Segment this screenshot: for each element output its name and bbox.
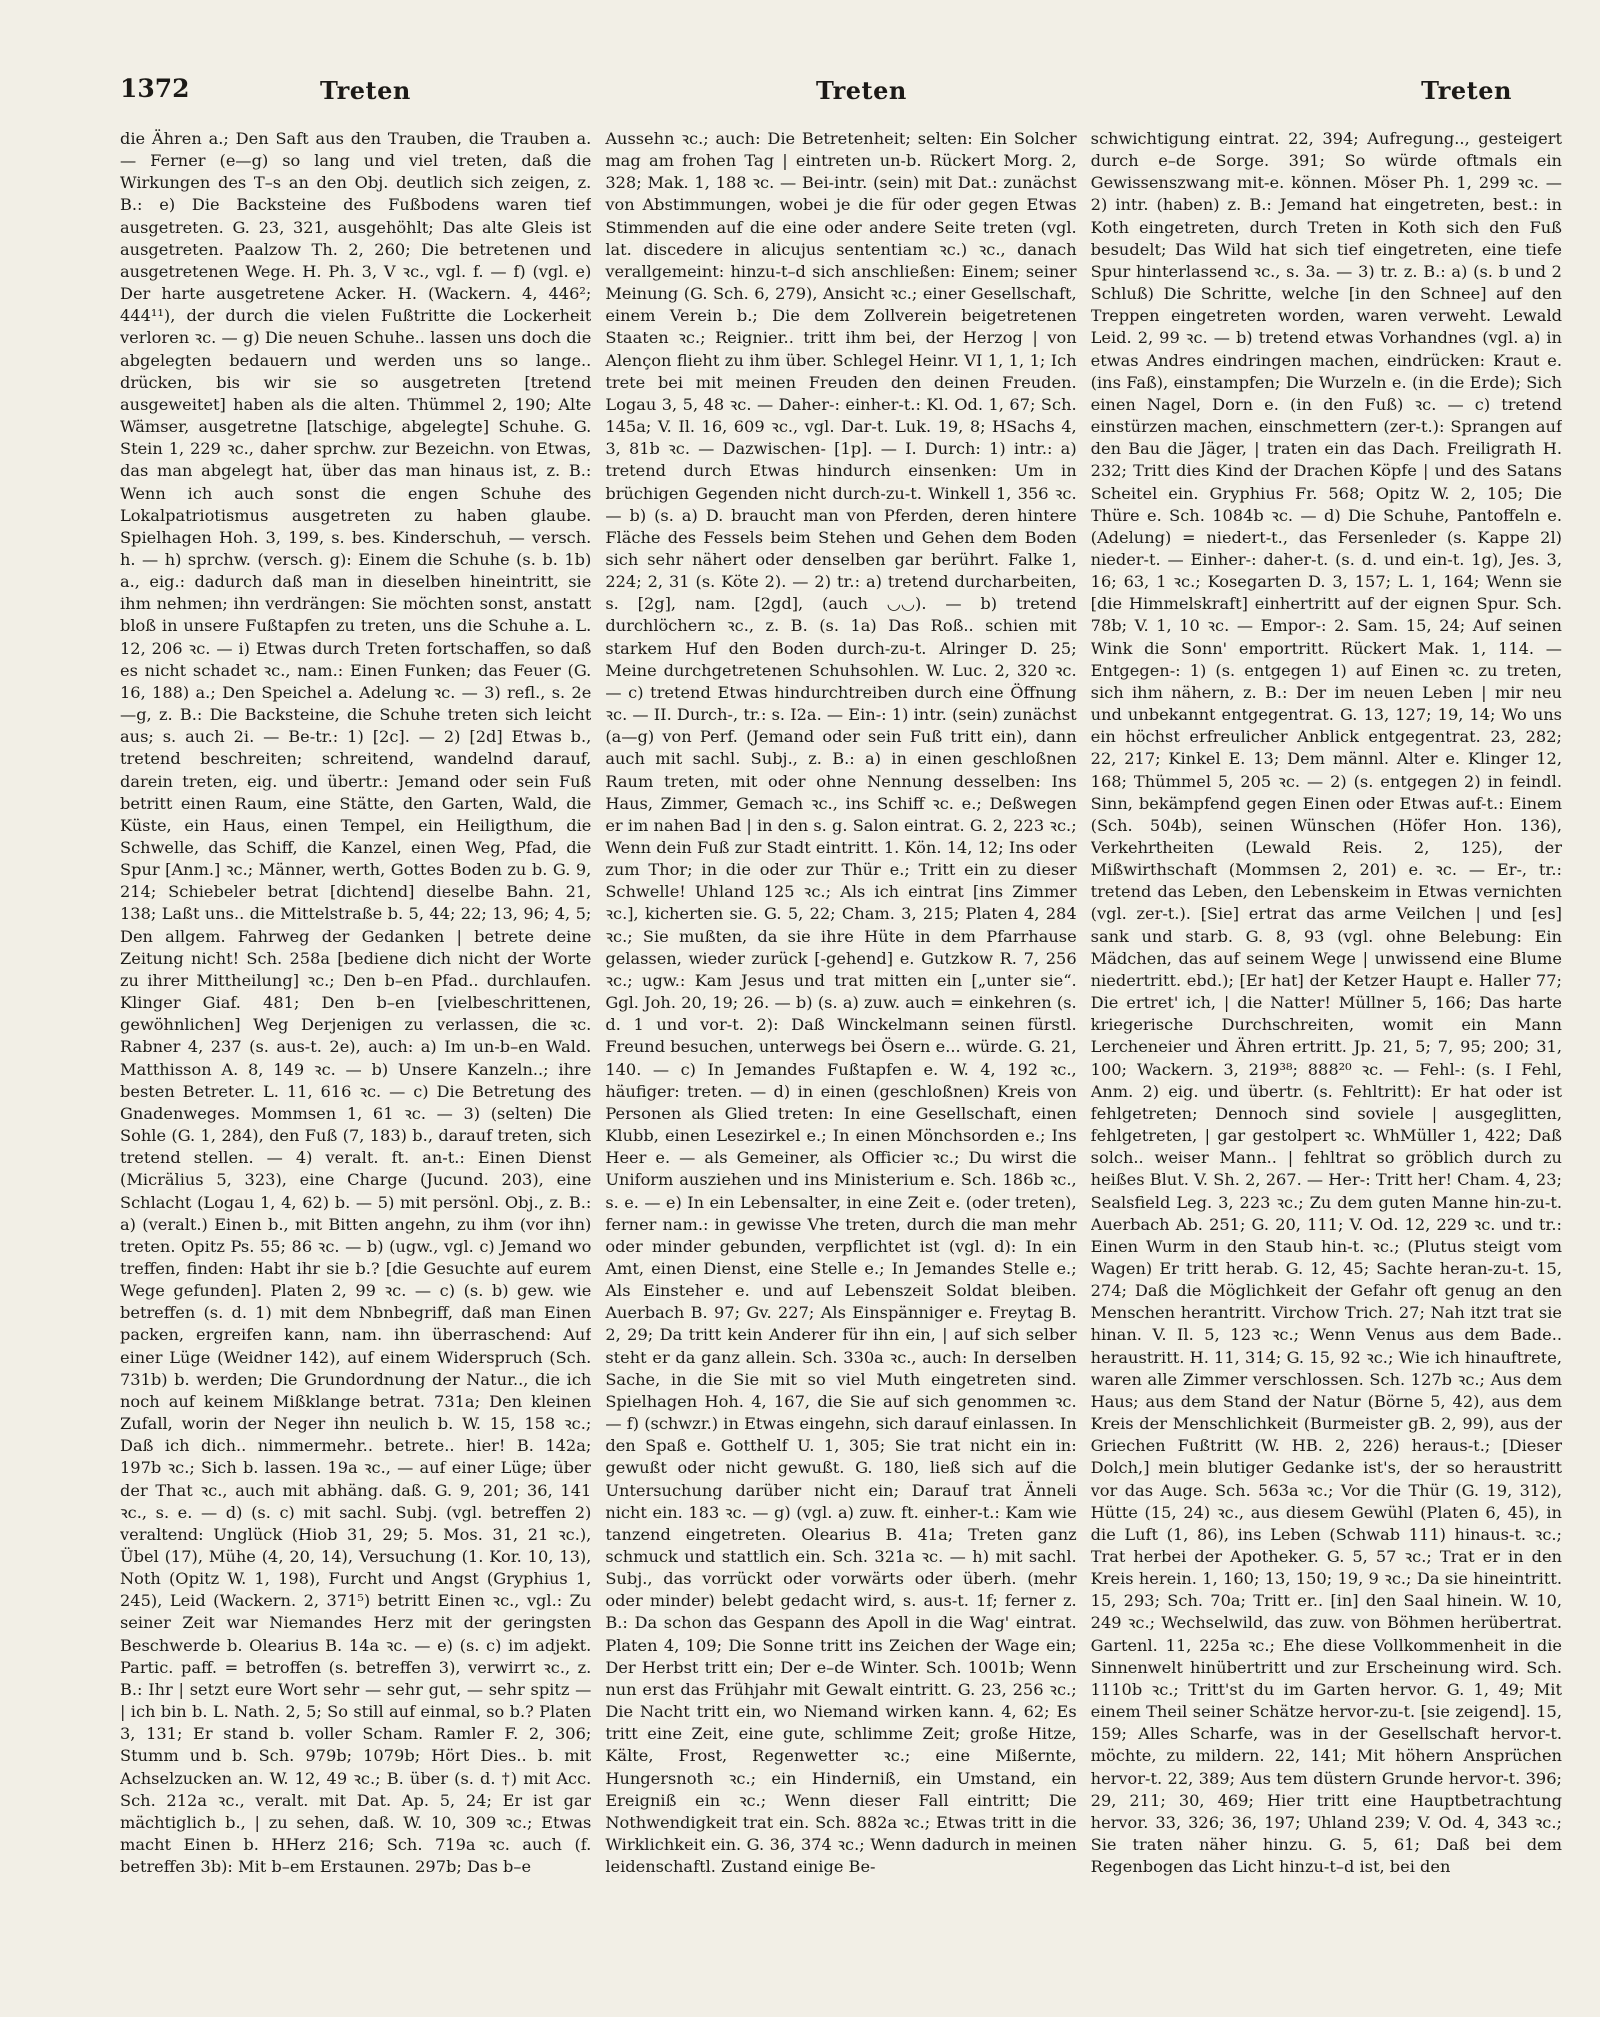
running-head-right: Treten [1421,76,1512,105]
column-right [1091,128,1562,1987]
running-head-center: Treten [816,76,907,105]
column-right-text: schwichtigung eintrat. 22, 394; Aufregung.., gesteigert durch e–de Sorge. 391; So würde oftmals ein Gewissenszwang mit-e. können. Möser Ph. 1, 299 ꝛc. — 2) intr. (haben) z. B.: Jemand hat eingetreten, best.: in Koth eingetreten, durch Treten in Koth sich den Fuß besudelt; Das Wild hat sich tief eingetreten, eine tiefe Spur hinterlassend ꝛc., s. 3a. — 3) tr. z. B.: a) (s. b und 2 Schluß) Die Schritte, welche [in den Schnee] auf den Treppen eingetreten worden, waren verweht. Lewald Leid. 2, 99 ꝛc. — b) tretend etwas Vorhandnes (vgl. a) in etwas Andres eindringen machen, eindrücken: Kraut e. (ins Faß), einstampfen; Die Wurzeln e. (in die Erde); Sich einen Nagel, Dorn e. (in den Fuß) ꝛc. — c) tretend einstürzen machen, einschmettern (zer-t.): Sprangen auf den Bau die Jäger, | traten ein das Dach. Freiligrath H. 232; Tritt dies Kind der Drachen Köpfe | und des Satans Scheitel ein. Gryphius Fr. 568; Opitz W. 2, 105; Die Thüre e. Sch. 1084b ꝛc. — d) Die Schuhe, Pantoffeln e. (Adelung) = niedert-t., das Fersenleder (s. Kappe 2l) nieder-t. — Einher-: daher-t. (s. d. und ein-t. 1g), Jes. 3, 16; 63, 1 ꝛc.; Kosegarten D. 3, 157; L. 1, 164; Wenn sie [die Himmelskraft] einhertritt auf der eignen Spur. Sch. 78b; V. 1, 10 ꝛc. — Empor-: 2. Sam. 15, 24; Auf seinen Wink die Sonn' emportritt. Rückert Mak. 1, 114. — Entgegen-: 1) (s. entgegen 1) auf Einen ꝛc. zu treten, sich ihm nähern, z. B.: Der im neuen Leben | mir neu und unbekannt entgegentrat. G. 13, 127; 19, 14; Wo uns ein höchst erfreulicher Anblick entgegentrat. 23, 282; 22, 217; Kinkel E. 13; Dem männl. Alter e. Klinger 12, 168; Thümmel 5, 205 ꝛc. — 2) (s. entgegen 2) in feindl. Sinn, bekämpfend gegen Einen oder Etwas auf-t.: Einem (Sch. 504b), seinen Wünschen (Höfer Hon. 136), Verkehrtheiten (Lewald Reis. 2, 125), der Mißwirthschaft (Mommsen 2, 201) e. ꝛc. — Er-, tr.: tretend das Leben, den Lebenskeim in Etwas vernichten (vgl. zer-t.). [Sie] ertrat das arme Veilchen | und [es] sank und starb. G. 8, 93 (vgl. ohne Belebung: Ein Mädchen, das auf seinem Wege | unwissend eine Blume niedertritt. ebd.); [Er hat] der Ketzer Haupt e. Haller 77; Die ertret' ich, | die Natter! Müllner 5, 166; Das harte kriegerische Durchschreiten, womit ein Mann Lercheneier und Ähren ertritt. Jp. 21, 5; 7, 95; 200; 31, 100; Wackern. 3, 219³⁸; 888²⁰ ꝛc. — Fehl-: (s. I Fehl, Anm. 2) eig. und übertr. (s. Fehltritt): Er hat oder ist fehlgetreten; Dennoch sind soviele | ausgeglitten, fehlgetreten, | gar gestolpert ꝛc. WhMüller 1, 422; Daß solch.. weiser Mann.. | fehltrat so gröblich durch zu heißes Blut. V. Sh. 2, 267. — Her-: Tritt her! Cham. 4, 23; Sealsfield Leg. 3, 223 ꝛc.; Zu dem guten Manne hin-zu-t. Auerbach Ab. 251; G. 20, 111; V. Od. 12, 229 ꝛc. und tr.: Einen Wurm in den Staub hin-t. ꝛc.; (Plutus steigt vom Wagen) Er tritt herab. G. 12, 45; Sachte heran-zu-t. 15, 274; Daß die Möglichkeit der Gefahr oft genug an den Menschen herantritt. Virchow Trich. 27; Nah itzt trat sie hinan. V. Il. 5, 123 ꝛc.; Wenn Venus aus dem Bade.. heraustritt. H. 11, 314; G. 15, 92 ꝛc.; Wie ich hinauftrete, waren alle Zimmer verschlossen. Sch. 127b ꝛc.; Aus dem Haus; aus dem Stand der Natur (Börne 5, 42), aus dem Kreis der Menschlichkeit (Burmeister gB. 2, 99), aus der Griechen Fußtritt (W. HB. 2, 226) heraus-t.; [Dieser Dolch,] mein blutiger Gedanke ist's, der so heraustritt vor das Auge. Sch. 563a ꝛc.; Vor die Thür (G. 19, 312), Hütte (15, 24) ꝛc., aus diesem Gewühl (Platen 6, 45), in die Luft (1, 86), ins Leben (Schwab 111) hinaus-t. ꝛc.; Trat herbei der Apotheker. G. 5, 57 ꝛc.; Trat er in den Kreis herein. 1, 160; 13, 150; 19, 9 ꝛc.; Da sie hineintritt. 15, 293; Sch. 70a; Tritt er.. [in] den Saal hinein. W. 10, 249 ꝛc.; Wechselwild, das zuw. von Böhmen herübertrat. Gartenl. 11, 225a ꝛc.; Ehe diese Vollkommenheit in die Sinnenwelt hinübertritt und zur Erscheinung wird. Sch. 1110b ꝛc.; Tritt'st du im Garten hervor. G. 1, 49; Mit einem Theil seiner Schätze hervor-zu-t. [sie zeigend]. 15, 159; Alles Scharfe, was in der Gesellschaft hervor-t. möchte, zu mildern. 22, 141; Mit höhern Ansprüchen hervor-t. 22, 389; Aus tem düstern Grunde hervor-t. 396; 29, 211; 30, 469; Hier tritt eine Hauptbetrachtung hervor. 33, 326; 36, 197; Uhland 239; V. Od. 4, 343 ꝛc.; Sie traten näher hinzu. G. 5, 61; Daß bei dem Regenbogen das Licht hinzu-t–d ist, bei den [1090,129,1562,1877]
column-left-text: die Ähren a.; Den Saft aus den Trauben, die Trauben a. — Ferner (e—g) so lang und viel treten, daß die Wirkungen des T–s an den Obj. deutlich sich zeigen, z. B.: e) Die Backsteine des Fußbodens waren tief ausgetreten. G. 23, 321, ausgehöhlt; Das alte Gleis ist ausgetreten. Paalzow Th. 2, 260; Die betretenen und ausgetretenen Wege. H. Ph. 3, V ꝛc., vgl. f. — f) (vgl. e) Der harte ausgetretene Acker. H. (Wackern. 4, 446²; 444¹¹), der durch die vielen Fußtritte die Lockerheit verloren ꝛc. — g) Die neuen Schuhe.. lassen uns doch die abgelegten bedauern und werden uns so lange.. drücken, bis wir sie so ausgetreten [tretend ausgeweitet] haben als die alten. Thümmel 2, 190; Alte Wämser, ausgetretne [latschige, abgelegte] Schuhe. G. Stein 1, 229 ꝛc., daher sprchw. zur Bezeichn. von Etwas, das man abgelegt hat, über das man hinaus ist, z. B.: Wenn ich auch sonst die engen Schuhe des Lokalpatriotismus ausgetreten zu haben glaube. Spielhagen Hoh. 3, 199, s. bes. Kinderschuh, — versch. h. — h) sprchw. (versch. g): Einem die Schuhe (s. b. 1b) a., eig.: dadurch daß man in dieselben hineintritt, sie ihm nehmen; ihn verdrängen: Sie möchten sonst, anstatt bloß in unsere Fußtapfen zu treten, uns die Schuhe a. L. 12, 206 ꝛc. — i) Etwas durch Treten fortschaffen, so daß es nicht schadet ꝛc., nam.: Einen Funken; das Feuer (G. 16, 188) a.; Den Speichel a. Adelung ꝛc. — 3) refl., s. 2e—g, z. B.: Die Backsteine, die Schuhe treten sich leicht aus; s. auch 2i. — Be-tr.: 1) [2c]. — 2) [2d] Etwas b., tretend beschreiten; schreitend, wandelnd darauf, darein treten, eig. und übertr.: Jemand oder sein Fuß betritt einen Raum, eine Stätte, den Garten, Wald, die Küste, ein Haus, einen Tempel, ein Heiligthum, die Schwelle, das Schiff, die Kanzel, einen Weg, Pfad, die Spur [Anm.] ꝛc.; Männer, werth, Gottes Boden zu b. G. 9, 214; Schiebeler betrat [dichtend] dieselbe Bahn. 21, 138; Laßt uns.. die Mittelstraße b. 5, 44; 22; 13, 96; 4, 5; Den allgem. Fahrweg der Gedanken | betrete deine Zeitung nicht! Sch. 258a [bediene dich nicht der Worte zu ihrer Mittheilung] ꝛc.; Den b–en Pfad.. durchlaufen. Klinger Giaf. 481; Den b–en [vielbeschrittenen, gewöhnlichen] Weg Derjenigen zu verlassen, die ꝛc. Rabner 4, 237 (s. aus-t. 2e), auch: a) Im un-b–en Wald. Matthisson A. 8, 149 ꝛc. — b) Unsere Kanzeln..; ihre besten Betreter. L. 11, 616 ꝛc. — c) Die Betretung des Gnadenweges. Mommsen 1, 61 ꝛc. — 3) (selten) Die Sohle (G. 1, 284), den Fuß (7, 183) b., darauf treten, sich tretend stellen. — 4) veralt. ft. an-t.: Einen Dienst (Micrälius 5, 323), eine Charge (Jucund. 203), eine Schlacht (Logau 1, 4, 62) b. — 5) mit persönl. Obj., z. B.: a) (veralt.) Einen b., mit Bitten angehn, zu ihm (vor ihn) treten. Opitz Ps. 55; 86 ꝛc. — b) (ugw., vgl. c) Jemand wo treffen, finden: Habt ihr sie b.? [die Gesuchte auf eurem Wege gefunden]. Platen 2, 99 ꝛc. — c) (s. b) gew. wie betreffen (s. d. 1) mit dem Nbnbegriff, daß man Einen packen, ergreifen kann, nam. ihn überraschend: Auf einer Lüge (Weidner 142), auf einem Widerspruch (Sch. 731b) b. werden; Die Grundordnung der Natur.., die ich noch auf keinem Mißklange betrat. 731a; Den kleinen Zufall, worin der Neger ihn neulich b. W. 15, 158 ꝛc.; Daß ich dich.. nimmermehr.. betrete.. hier! B. 142a; 197b ꝛc.; Sich b. lassen. 19a ꝛc., — auf einer Lüge; über der That ꝛc., auch mit abhäng. daß. G. 9, 201; 36, 141 ꝛc., s. e. — d) (s. c) mit sachl. Subj. (vgl. betreffen 2) veraltend: Unglück (Hiob 31, 29; 5. Mos. 31, 21 ꝛc.), Übel (17), Mühe (4, 20, 14), Versuchung (1. Kor. 10, 13), Noth (Opitz W. 1, 198), Furcht und Angst (Gryphius 1, 245), Leid (Wackern. 2, 371⁵) betritt Einen ꝛc., vgl.: Zu seiner Zeit war Niemandes Herz mit der geringsten Beschwerde b. Olearius B. 14a ꝛc. — e) (s. c) im adjekt. Partic. paff. = betroffen (s. betreffen 3), verwirrt ꝛc., z. B.: Ihr | setzt eure Wort sehr — sehr gut, — sehr spitz — | ich bin b. L. Nath. 2, 5; So still auf einmal, so b.? Platen 3, 131; Er stand b. voller Scham. Ramler F. 2, 306; Stumm und b. Sch. 979b; 1079b; Hört Dies.. b. mit Achselzucken an. W. 12, 49 ꝛc.; B. über (s. d. †) mit Acc. Sch. 212a ꝛc., veralt. mit Dat. Ap. 5, 24; Er ist gar mächtiglich b., | zu sehen, daß. W. 10, 309 ꝛc.; Etwas macht Einen b. HHerz 216; Sch. 719a ꝛc. auch (f. betreffen 3b): Mit b–em Erstaunen. 297b; Das b–e [120,129,592,1877]
column-left [120,128,591,1987]
column-middle-text: Aussehn ꝛc.; auch: Die Betretenheit; selten: Ein Solcher mag am frohen Tag | eintreten un-b. Rückert Morg. 2, 328; Mak. 1, 188 ꝛc. — Bei-intr. (sein) mit Dat.: zunächst von Abstimmungen, wobei je die für oder gegen Etwas Stimmenden auf die eine oder andere Seite treten (vgl. lat. discedere in alicujus sententiam ꝛc.) ꝛc., danach verallgemeint: hinzu-t–d sich anschließen: Einem; seiner Meinung (G. Sch. 6, 279), Ansicht ꝛc.; einer Gesellschaft, einem Verein b.; Die dem Zollverein beigetretenen Staaten ꝛc.; Reignier.. tritt ihm bei, der Herzog | von Alençon flieht zu ihm über. Schlegel Heinr. VI 1, 1, 1; Ich trete bei mit meinen Freuden den deinen Freuden. Logau 3, 5, 48 ꝛc. — Daher-: einher-t.: Kl. Od. 1, 67; Sch. 145a; V. Il. 16, 609 ꝛc., vgl. Dar-t. Luk. 19, 8; HSachs 4, 3, 81b ꝛc. — Dazwischen- [1p]. — I. Durch: 1) intr.: a) tretend durch Etwas hindurch einsenken: Um in brüchigen Gegenden nicht durch-zu-t. Winkell 1, 356 ꝛc. — b) (s. a) D. braucht man von Pferden, deren hintere Fläche des Fessels beim Stehen und Gehen dem Boden sich sehr nähert oder denselben gar berührt. Falke 1, 224; 2, 31 (s. Köte 2). — 2) tr.: a) tretend durcharbeiten, s. [2g], nam. [2gd], (auch ◡◡). — b) tretend durchlöchern ꝛc., z. B. (s. 1a) Das Roß.. schien mit starkem Huf den Boden durch-zu-t. Alringer D. 25; Meine durchgetretenen Schuhsohlen. W. Luc. 2, 320 ꝛc. — c) tretend Etwas hindurchtreiben durch eine Öffnung ꝛc. — II. Durch-, tr.: s. I2a. — Ein-: 1) intr. (sein) zunächst (a—g) von Perf. (Jemand oder sein Fuß tritt ein), dann auch mit sachl. Subj., z. B.: a) in einen geschloßnen Raum treten, mit oder ohne Nennung desselben: Ins Haus, Zimmer, Gemach ꝛc., ins Schiff ꝛc. e.; Deßwegen er im nahen Bad | in den s. g. Salon eintrat. G. 2, 223 ꝛc.; Wenn dein Fuß zur Stadt eintritt. 1. Kön. 14, 12; Ins oder zum Thor; in die oder zur Thür e.; Tritt ein zu dieser Schwelle! Uhland 125 ꝛc.; Als ich eintrat [ins Zimmer ꝛc.], kicherten sie. G. 5, 22; Cham. 3, 215; Platen 4, 284 ꝛc.; Sie mußten, da sie ihre Hüte in dem Pfarrhause gelassen, wieder zurück [-gehend] e. Gutzkow R. 7, 256 ꝛc.; ugw.: Kam Jesus und trat mitten ein [„unter sie“. Ggl. Joh. 20, 19; 26. — b) (s. a) zuw. auch = einkehren (s. d. 1 und vor-t. 2): Daß Winckelmann seinen fürstl. Freund besuchen, unterwegs bei Ösern e... würde. G. 21, 140. — c) In Jemandes Fußtapfen e. W. 4, 192 ꝛc., häufiger: treten. — d) in einen (geschloßnen) Kreis von Personen als Glied treten: In eine Gesellschaft, einen Klubb, einen Lesezirkel e.; In einen Mönchsorden e.; Ins Heer e. — als Gemeiner, als Officier ꝛc.; Du wirst die Uniform ausziehen und ins Ministerium e. Sch. 186b ꝛc., s. e. — e) In ein Lebensalter, in eine Zeit e. (oder treten), ferner nam.: in gewisse Vhe treten, durch die man mehr oder minder gebunden, verpflichtet ist (vgl. d): In ein Amt, einen Dienst, eine Stelle e.; In Jemandes Stelle e.; Als Einsteher e. und auf Lebenszeit Soldat bleiben. Auerbach B. 97; Gv. 227; Als Einspänniger e. Freytag B. 2, 29; Da tritt kein Anderer für ihn ein, | auf sich selber steht er da ganz allein. Sch. 330a ꝛc., auch: In derselben Sache, in die Sie mit so viel Muth eingetreten sind. Spielhagen Hoh. 4, 167, die Sie auf sich genommen ꝛc. — f) (schwzr.) in Etwas eingehn, sich darauf einlassen. In den Spaß e. Gotthelf U. 1, 305; Sie trat nicht ein in: gewußt oder nicht gewußt. G. 180, ließ sich auf die Untersuchung darüber nicht ein; Darauf trat Änneli nicht ein. 183 ꝛc. — g) (vgl. a) zuw. ft. einher-t.: Kam wie tanzend eingetreten. Olearius B. 41a; Treten ganz schmuck und stattlich ein. Sch. 321a ꝛc. — h) mit sachl. Subj., das vorrückt oder vorwärts oder überh. (mehr oder minder) belebt gedacht wird, s. aus-t. 1f; ferner z. B.: Da schon das Gespann des Apoll in die Wag' eintrat. Platen 4, 109; Die Sonne tritt ins Zeichen der Wage ein; Der Herbst tritt ein; Der e–de Winter. Sch. 1001b; Wenn nun erst das Frühjahr mit Gewalt eintritt. G. 23, 256 ꝛc.; Die Nacht tritt ein, wo Niemand wirken kann. 4, 62; Es tritt eine Zeit, eine gute, schlimme Zeit; große Hitze, Kälte, Frost, Regenwetter ꝛc.; eine Mißernte, Hungersnoth ꝛc.; ein Hinderniß, ein Umstand, ein Ereigniß ein ꝛc.; Wenn dieser Fall eintritt; Die Nothwendigkeit trat ein. Sch. 882a ꝛc.; Etwas tritt in die Wirklichkeit ein. G. 36, 374 ꝛc.; Wenn dadurch in meinen leidenschaftl. Zustand einige Be- [605,129,1077,1877]
text-columns [120,128,1562,1987]
page-number: 1372 [120,74,190,103]
page-header [120,74,1562,110]
column-middle [605,128,1076,1987]
running-head-left: Treten [320,76,411,105]
